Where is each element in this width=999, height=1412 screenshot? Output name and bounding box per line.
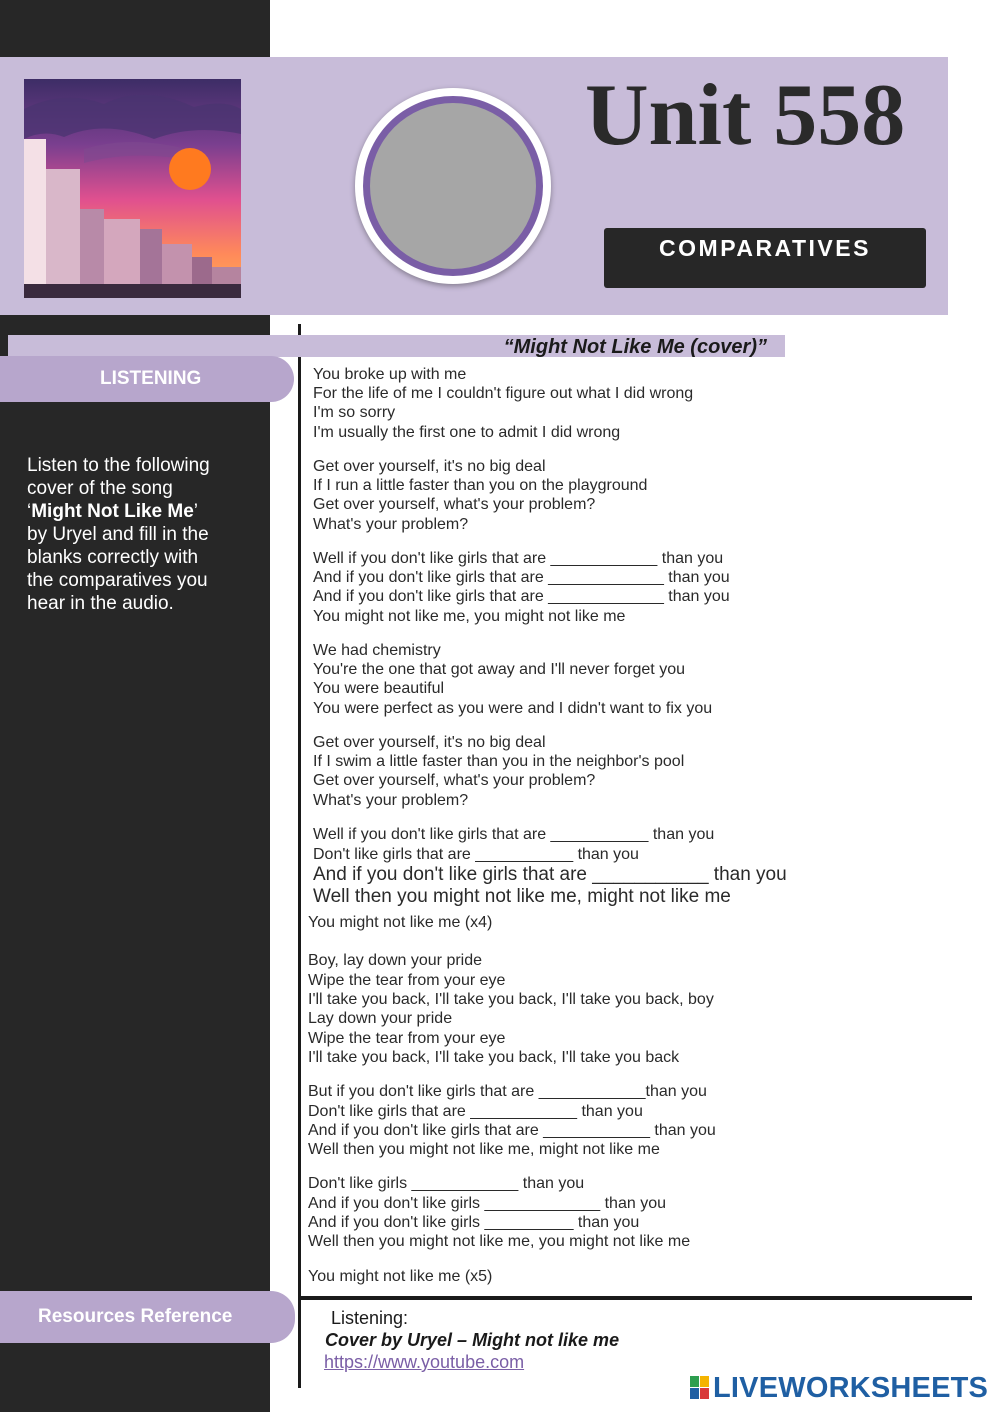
lyric-line: Well then you might not like me, might not like me (308, 1141, 660, 1158)
lyric-blank-line: Don't like girls ____________ than you (308, 1175, 585, 1192)
lyric-blank-line: And if you don't like girls that are ___________ than you (313, 864, 787, 885)
lyric-line: You were beautiful (313, 680, 445, 697)
song-title: “Might Not Like Me (cover)” (503, 336, 767, 358)
lyric-line: I'm usually the first one to admit I did wrong (313, 424, 621, 441)
resources-label (0, 1291, 295, 1343)
reference-link[interactable]: https://www.youtube.com (324, 1352, 525, 1372)
instructions-line: by Uryel and fill in the (27, 524, 209, 545)
resources-label-text: Resources Reference (38, 1306, 233, 1327)
instructions-song-name: Might Not Like Me (31, 501, 194, 522)
quote-open: ‘ (27, 501, 32, 522)
instructions-line: cover of the song (27, 478, 173, 499)
lyric-line: You're the one that got away and I'll never forget you (313, 661, 685, 678)
lyric-blank-line: But if you don't like girls that are ____________than you (308, 1083, 707, 1100)
instructions-line: the comparatives you (27, 570, 208, 591)
lyric-blank-line: Don't like girls that are ____________ than you (308, 1103, 643, 1120)
lyric-blank-line: Don't like girls that are ___________ than you (313, 846, 639, 863)
reference-label: Listening: (331, 1308, 409, 1328)
lyric-blank-line: And if you don't like girls that are ____________ than you (308, 1122, 716, 1139)
lyric-line: Well then you might not like me, you might not like me (308, 1233, 691, 1250)
lyric-line: You might not like me, you might not like me (313, 608, 626, 625)
quote-close: ’ (193, 501, 199, 522)
lyric-line: You were perfect as you were and I didn't want to fix you (313, 700, 713, 717)
lyric-line: Wipe the tear from your eye (308, 1030, 506, 1047)
instructions-line: blanks correctly with (27, 547, 199, 568)
reference-source: Cover by Uryel – Might not like me (325, 1330, 620, 1350)
listening-label-text: LISTENING (100, 368, 202, 389)
instructions-line (27, 500, 252, 523)
lyric-line: You might not like me (x4) (308, 914, 493, 931)
content-divider (298, 324, 301, 1388)
lyric-blank-line: And if you don't like girls that are _____________ than you (313, 588, 730, 605)
lyric-line: Wipe the tear from your eye (308, 972, 506, 989)
lyric-line: For the life of me I couldn't figure out what I did wrong (313, 385, 694, 402)
lyric-line: Boy, lay down your pride (308, 952, 483, 969)
instructions-line: Listen to the following (27, 455, 210, 476)
lyric-line: Get over yourself, what's your problem? (313, 772, 596, 789)
lyric-blank-line: Well if you don't like girls that are ____________ than you (313, 550, 724, 567)
lyric-line: You broke up with me (313, 366, 467, 383)
lyric-blank-line: And if you don't like girls that are _____________ than you (313, 569, 730, 586)
liveworksheets-wordmark: LIVEWORKSHEETS (713, 1372, 989, 1404)
lyric-line: Get over yourself, it's no big deal (313, 458, 546, 475)
unit-title: Unit 558 (585, 67, 906, 164)
lyric-line: I'm so sorry (313, 404, 396, 421)
lyric-line: Lay down your pride (308, 1010, 453, 1027)
photo-placeholder (370, 103, 536, 269)
liveworksheets-icon (690, 1376, 710, 1400)
liveworksheets-logo (690, 1372, 988, 1404)
lyric-line: Well then you might not like me, might not like me (313, 886, 731, 907)
lyric-line: We had chemistry (313, 642, 441, 659)
sunset-city-illustration (24, 79, 241, 298)
instructions-line: hear in the audio. (27, 593, 174, 614)
lyric-line: If I swim a little faster than you in the neighbor's pool (313, 753, 685, 770)
instructions (27, 454, 252, 615)
song-title-bar (8, 335, 785, 357)
listening-label (0, 356, 294, 402)
lyric-blank-line: And if you don't like girls _____________ than you (308, 1195, 666, 1212)
lyric-line: You might not like me (x5) (308, 1268, 493, 1285)
lyric-blank-line: And if you don't like girls __________ than you (308, 1214, 640, 1231)
lyric-line: If I run a little faster than you on the playground (313, 477, 648, 494)
section-divider (300, 1296, 972, 1300)
lyric-line: What's your problem? (313, 516, 469, 533)
lyric-line: I'll take you back, I'll take you back, I'll take you back (308, 1049, 680, 1066)
lyric-line: Get over yourself, it's no big deal (313, 734, 546, 751)
lyric-blank-line: Well if you don't like girls that are ___________ than you (313, 826, 715, 843)
lyric-line: I'll take you back, I'll take you back, I'll take you back, boy (308, 991, 714, 1008)
lyric-line: What's your problem? (313, 792, 469, 809)
topic-badge: COMPARATIVES (604, 228, 926, 288)
lyric-line: Get over yourself, what's your problem? (313, 496, 596, 513)
